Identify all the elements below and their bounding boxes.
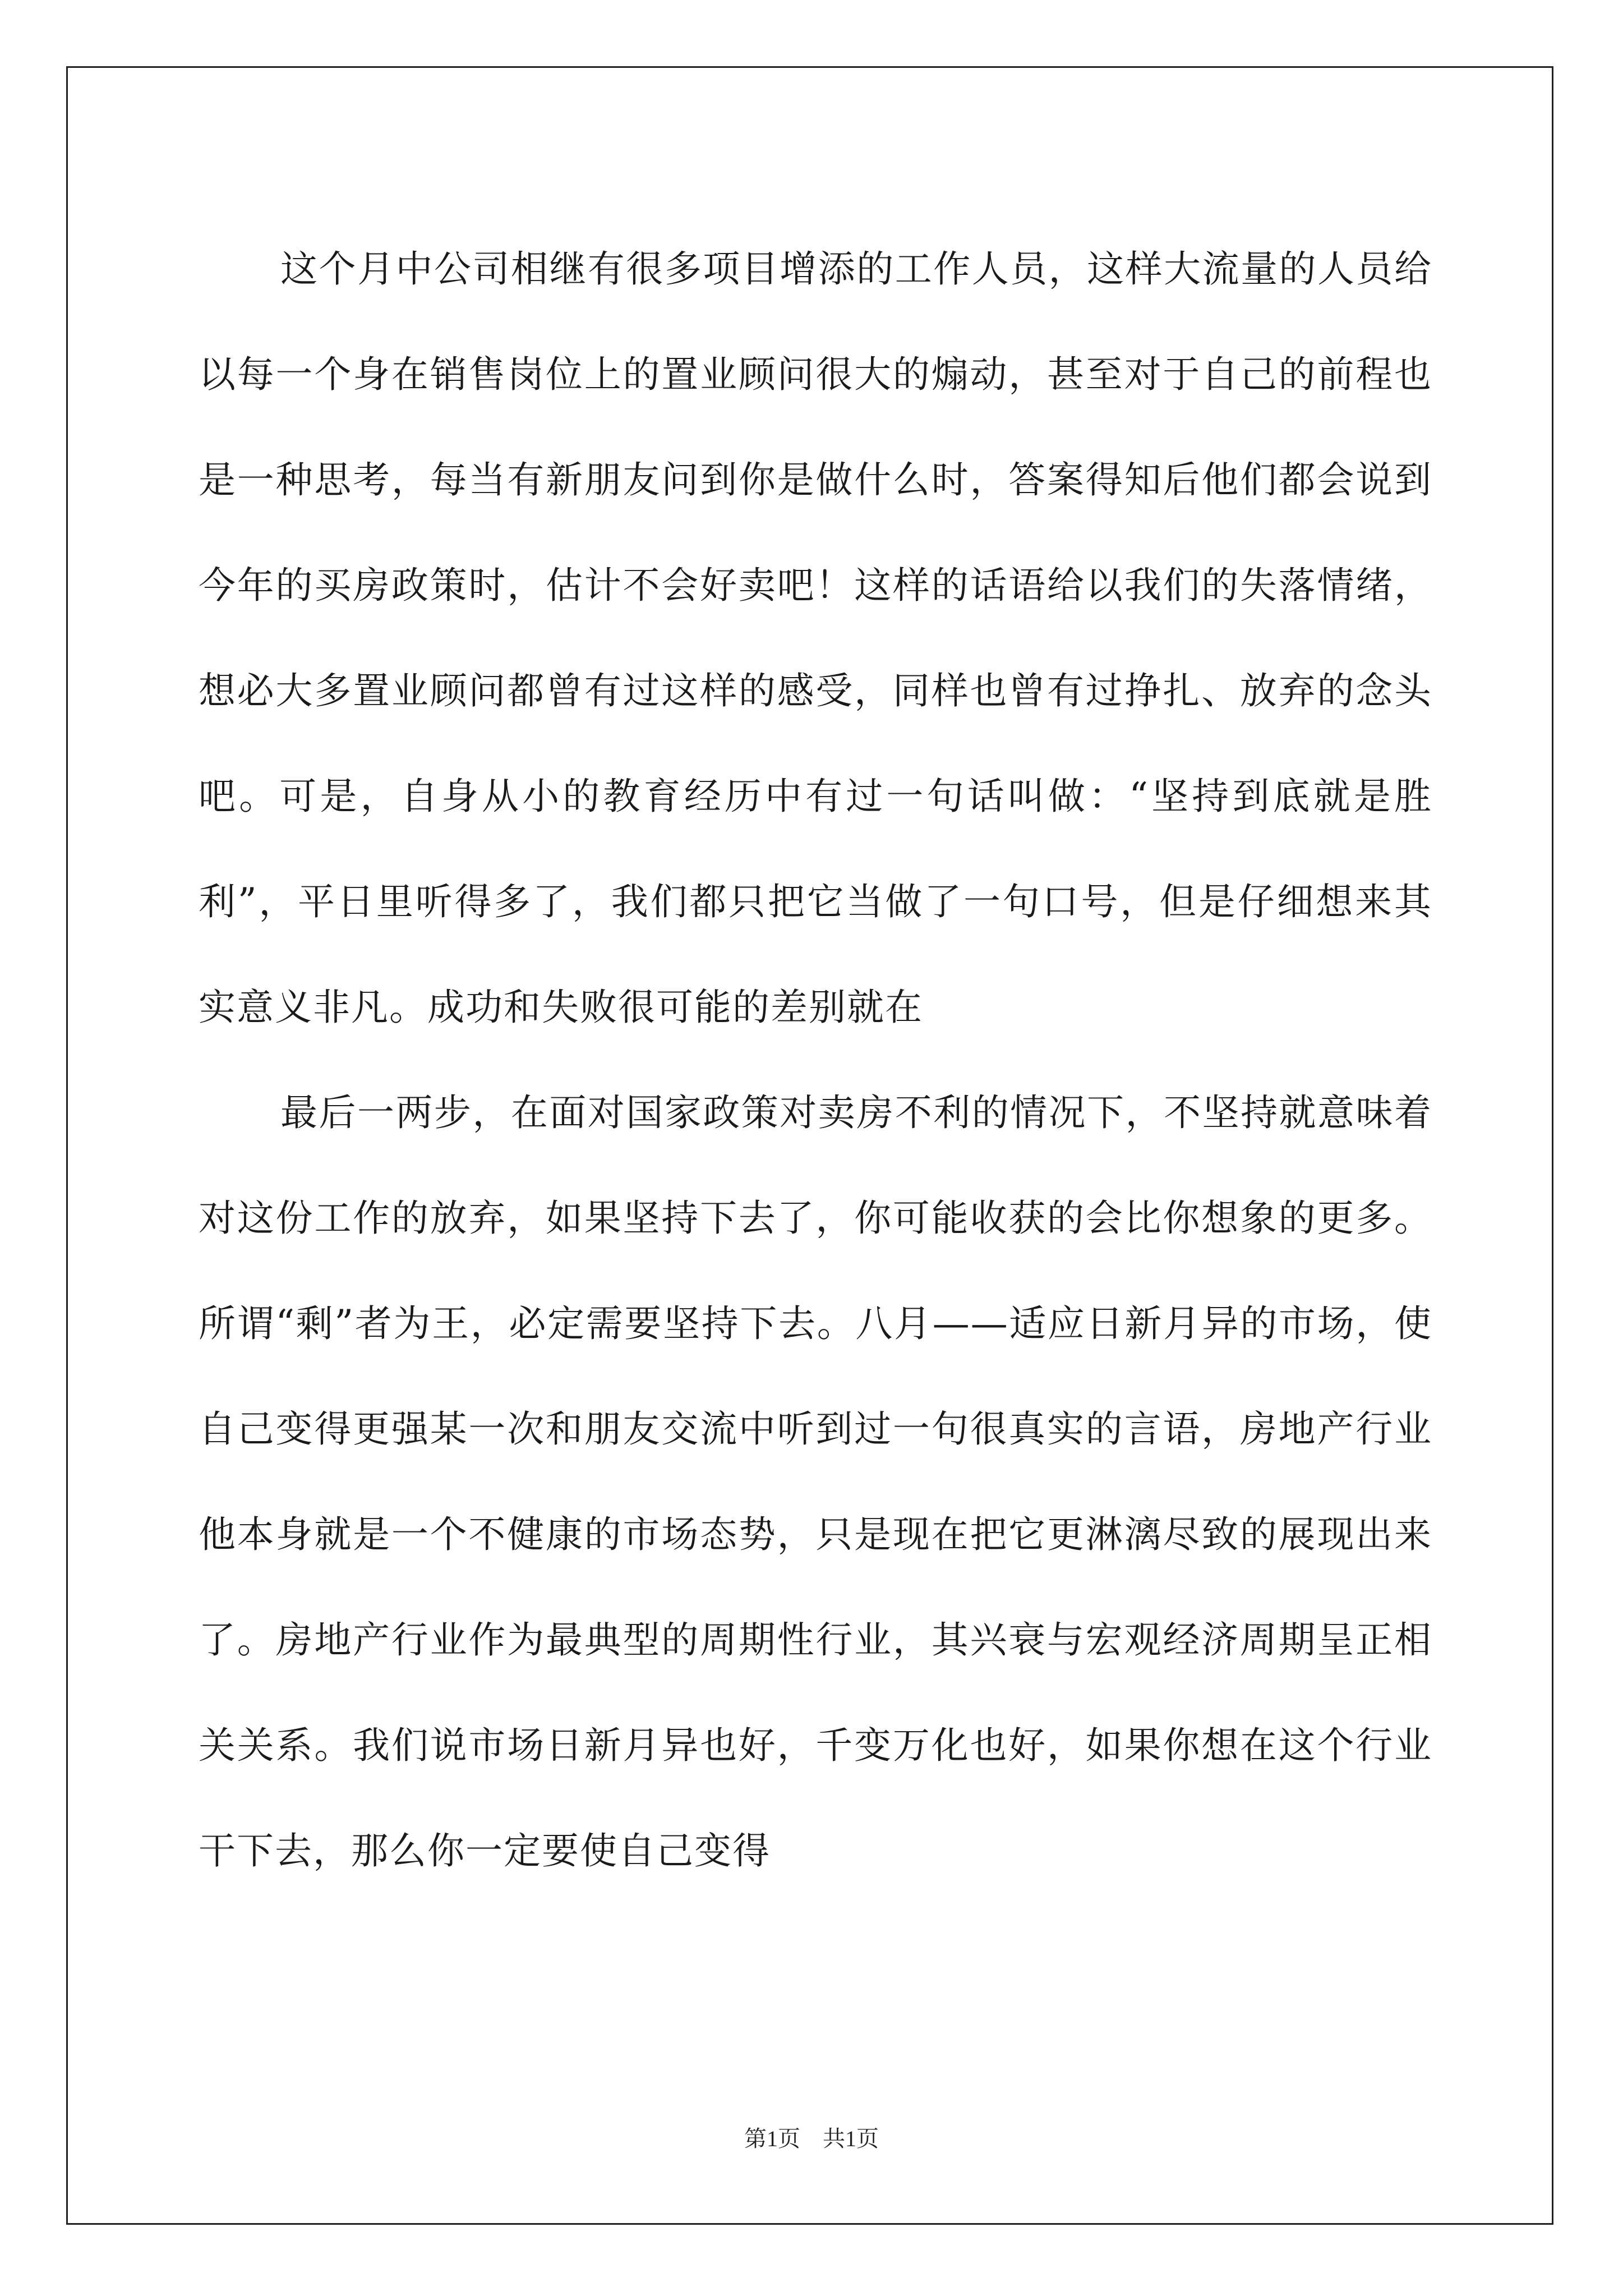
paragraph-1: 这个月中公司相继有很多项目增添的工作人员，这样大流量的人员给以每一个身在销售岗位上的置业顾问很大的煽动，甚至对于自己的前程也是一种思考，每当有新朋友问到你是做什么时，答案得知后他们都会说到今年的买房政策时，估计不会好卖吧！这样的话语给以我们的失落情绪，想必大多置业顾问都曾有过这样的感受，同样也曾有过挣扎、放弃的念头吧。可是，自身从小的教育经历中有过一句话叫做：“坚持到底就是胜利”，平日里听得多了，我们都只把它当做了一句口号，但是仔细想来其实意义非凡。成功和失败很可能的差别就在 bbox=[199, 247, 1432, 1029]
document-body bbox=[199, 217, 1432, 1904]
paragraph-2: 最后一两步，在面对国家政策对卖房不利的情况下，不坚持就意味着对这份工作的放弃，如果坚持下去了，你可能收获的会比你想象的更多。所谓“剩”者为王，必定需要坚持下去。八月——适应日新月异的市场，使自己变得更强某一次和朋友交流中听到过一句很真实的言语，房地产行业他本身就是一个不健康的市场态势，只是现在把它更淋漓尽致的展现出来了。房地产行业作为最典型的周期性行业，其兴衰与宏观经济周期呈正相关关系。我们说市场日新月异也好，千变万化也好，如果你想在这个行业干下去，那么你一定要使自己变得 bbox=[199, 1091, 1432, 1872]
page-number-footer: 第1页 共1页 bbox=[744, 2126, 879, 2151]
